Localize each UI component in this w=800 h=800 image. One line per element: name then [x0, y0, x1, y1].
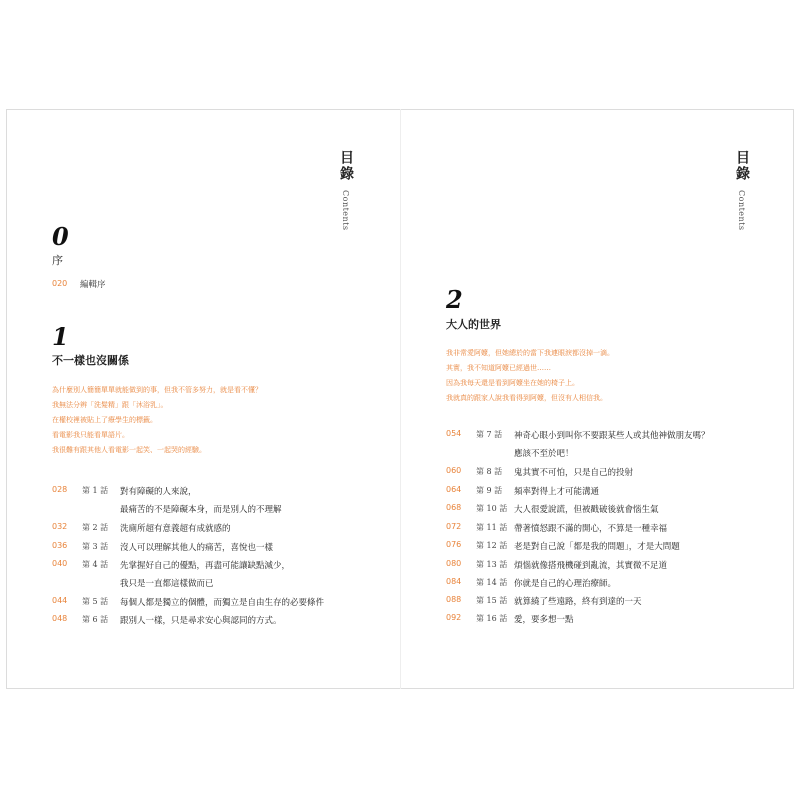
preface-page: 020	[52, 279, 68, 288]
toc-episode: 第 12 話	[476, 541, 508, 550]
part-1-number: 1	[52, 322, 69, 351]
toc-page-number: 084	[446, 577, 462, 586]
toc-episode: 第 13 話	[476, 560, 508, 569]
intro-line: 為什麼別人簡簡單單就能做到的事，但我不管多努力，就是看不懂？	[52, 386, 262, 394]
toc-title: 跟別人一樣，只是尋求安心與認同的方式。	[120, 616, 282, 626]
toc-title: 頻率對得上才可能溝通	[514, 487, 600, 497]
toc-title: 老是對自己說「都是我的問題」，才是大問題	[514, 542, 680, 552]
intro-line: 其實，我不知道阿嬤已經過世……	[446, 364, 551, 372]
intro-line: 看電影我只能看單語片。	[52, 431, 129, 439]
toc-title: 就算繞了些遠路，終有到達的一天	[514, 597, 642, 607]
toc-episode: 第 16 話	[476, 614, 508, 623]
left-contents-title: 目錄	[338, 150, 354, 182]
toc-title: 鬼其實不可怕，只是自己的投射	[514, 468, 634, 478]
part-1-toc	[52, 485, 352, 635]
toc-page-number: 054	[446, 429, 462, 438]
part-0-number: 0	[52, 222, 69, 251]
toc-title: 應該不至於吧！	[514, 449, 574, 459]
toc-episode: 第 11 話	[476, 523, 508, 532]
preface-title: 編輯序	[80, 280, 106, 290]
intro-line: 因為我每天還是看到阿嬤坐在她的椅子上。	[446, 379, 579, 387]
page-divider	[400, 109, 401, 689]
toc-title: 先掌握好自己的優點，再盡可能讓缺點減少，	[120, 561, 291, 571]
right-contents-title: 目錄	[734, 150, 750, 182]
toc-page-number: 040	[52, 559, 68, 568]
intro-line: 我無法分辨「洗髮精」跟「沐浴乳」。	[52, 401, 168, 409]
part-1-intro	[52, 383, 262, 458]
toc-title: 我只是一直都這樣做而已	[120, 579, 214, 589]
toc-page-number: 028	[52, 485, 68, 494]
toc-title: 你就是自己的心理治療師。	[514, 579, 617, 589]
toc-page-number: 032	[52, 522, 68, 531]
toc-page-number: 036	[52, 541, 68, 550]
toc-episode: 第 8 話	[476, 467, 503, 476]
toc-episode: 第 10 話	[476, 504, 508, 513]
toc-episode: 第 1 話	[82, 486, 109, 495]
toc-episode: 第 5 話	[82, 597, 109, 606]
intro-line: 我就真的跟家人說我看得到阿嬤，但沒有人相信我。	[446, 394, 607, 402]
toc-page-number: 080	[446, 559, 462, 568]
part-0-title: 序	[52, 254, 63, 267]
left-contents-subtitle: Contents	[341, 190, 350, 231]
toc-title: 沒人可以理解其他人的痛苦，喜悅也一樣	[120, 543, 274, 553]
toc-episode: 第 15 話	[476, 596, 508, 605]
part-2-intro	[446, 346, 614, 406]
intro-line: 我很難有跟其他人看電影一起笑、一起哭的經驗。	[52, 446, 206, 454]
part-2-number: 2	[446, 285, 463, 314]
toc-page-number: 044	[52, 596, 68, 605]
toc-page-number: 072	[446, 522, 462, 531]
toc-title: 對有障礙的人來說，	[120, 487, 197, 497]
toc-episode: 第 2 話	[82, 523, 109, 532]
intro-line: 在權校裡被貼上了療學生的標籤。	[52, 416, 157, 424]
toc-title: 帶著憤怒跟不滿的開心，不算是一種幸福	[514, 524, 668, 534]
part-1-title: 不一樣也沒關係	[52, 354, 129, 367]
part-2-title: 大人的世界	[446, 318, 501, 331]
toc-title: 愛，要多想一點	[514, 615, 574, 625]
toc-title: 每個人都是獨立的個體，而獨立是自由生存的必要條件	[120, 598, 325, 608]
toc-page-number: 048	[52, 614, 68, 623]
toc-episode: 第 7 話	[476, 430, 503, 439]
toc-title: 神奇心眼小到叫你不要跟某些人或其他神做朋友嗎？	[514, 431, 710, 441]
toc-page-number: 088	[446, 595, 462, 604]
toc-page-number: 076	[446, 540, 462, 549]
toc-page-number: 068	[446, 503, 462, 512]
toc-title: 大人很愛說謊，但被戳破後就會惱生氣	[514, 505, 659, 515]
right-contents-subtitle: Contents	[737, 190, 746, 231]
toc-episode: 第 9 話	[476, 486, 503, 495]
toc-episode: 第 6 話	[82, 615, 109, 624]
toc-page-number: 092	[446, 613, 462, 622]
toc-page-number: 064	[446, 485, 462, 494]
toc-episode: 第 14 話	[476, 578, 508, 587]
toc-episode: 第 3 話	[82, 542, 109, 551]
toc-page-number: 060	[446, 466, 462, 475]
intro-line: 我非常愛阿嬤，但她總於的當下我連眼淚都沒掉一滴。	[446, 349, 614, 357]
toc-title: 洗廁所超有意義超有成就感的	[120, 524, 231, 534]
toc-title: 最痛苦的不是障礙本身，而是別人的不理解	[120, 505, 282, 515]
toc-title: 煩惱就像搭飛機碰到亂流，其實微不足道	[514, 561, 668, 571]
part-2-toc	[446, 429, 746, 629]
toc-episode: 第 4 話	[82, 560, 109, 569]
